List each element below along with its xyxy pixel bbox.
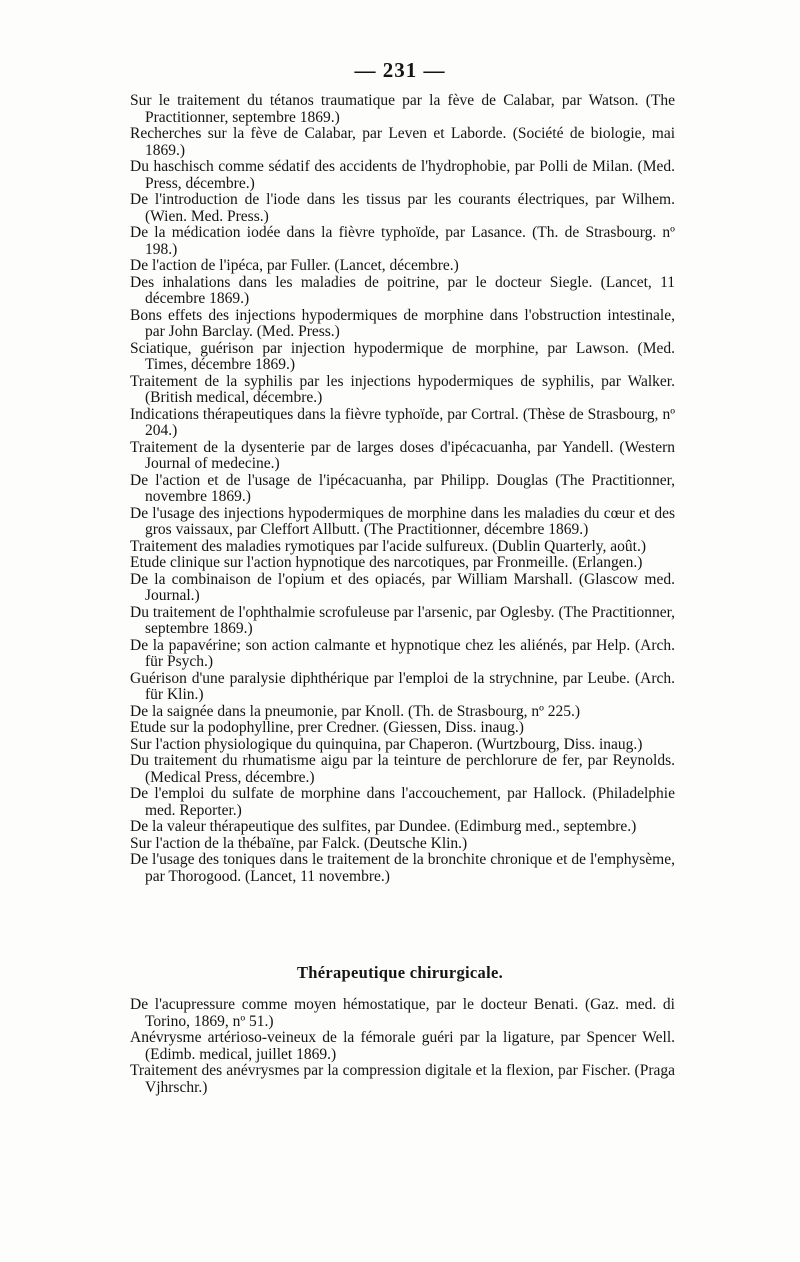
reference-entry: De la médication iodée dans la fièvre typhoïde, par Lasance. (Th. de Strasbourg. nº 198.) [130, 224, 675, 258]
section-heading: Thérapeutique chirurgicale. [296, 963, 504, 982]
reference-entry: De l'introduction de l'iode dans les tissus par les courants électriques, par Wilhem. (Wien. Med. Press.) [130, 191, 675, 225]
reference-entry: De la combinaison de l'opium et des opiacés, par William Marshall. (Glascow med. Journal.) [130, 570, 675, 604]
reference-entry: Traitement de la dysenterie par de larges doses d'ipécacuanha, par Yandell. (Western Journal of medecine.) [130, 438, 675, 472]
reference-entry: Traitement de la syphilis par les injections hypodermiques de syphilis, par Walker. (British medical, décembre.) [130, 372, 675, 406]
reference-entry: De la saignée dans la pneumonie, par Knoll. (Th. de Strasbourg, nº 225.) [130, 702, 581, 720]
reference-entry: Sur l'action de la thébaïne, par Falck. (Deutsche Klin.) [130, 834, 468, 852]
reference-entry: Traitement des anévrysmes par la compression digitale et la flexion, par Fischer. (Praga Vjhrschr.) [130, 1062, 675, 1096]
reference-entry: Traitement des maladies rymotiques par l'acide sulfureux. (Dublin Quarterly, août.) [130, 537, 647, 555]
reference-entry: Des inhalations dans les maladies de poitrine, par le docteur Siegle. (Lancet, 11 décembre 1869.) [130, 273, 675, 307]
reference-entry: De l'acupressure comme moyen hémostatique, par le docteur Benati. (Gaz. med. di Torino, 1869, nº 51.) [130, 996, 675, 1030]
reference-entry: Bons effets des injections hypodermiques de morphine dans l'obstruction intestinale, par John Barclay. (Med. Press.) [130, 306, 675, 340]
reference-entry: De l'usage des injections hypodermiques de morphine dans les maladies du cœur et des gros vaissaux, par Cleffort Allbutt. (The Practitionner, décembre 1869.) [130, 504, 675, 538]
reference-entry: De la papavérine; son action calmante et hypnotique chez les aliénés, par Help. (Arch. für Psych.) [130, 636, 675, 670]
reference-entry: Indications thérapeutiques dans la fièvre typhoïde, par Cortral. (Thèse de Strasbourg, nº 204.) [130, 405, 675, 439]
reference-entry: De la valeur thérapeutique des sulfites, par Dundee. (Edimburg med., septembre.) [130, 818, 637, 835]
reference-entry: De l'action de l'ipéca, par Fuller. (Lancet, décembre.) [130, 257, 459, 274]
reference-entry: Du haschisch comme sédatif des accidents de l'hydrophobie, par Polli de Milan. (Med. Press, décembre.) [130, 158, 675, 192]
reference-entry: Recherches sur la fève de Calabar, par Leven et Laborde. (Société de biologie, mai 1869.) [130, 125, 675, 159]
page-number: — 231 — [354, 58, 446, 82]
surgical-references-list [130, 997, 675, 1096]
medical-references-list [130, 93, 675, 885]
reference-entry: De l'action et de l'usage de l'ipécacuanha, par Philipp. Douglas (The Practitionner, novembre 1869.) [130, 471, 675, 505]
reference-entry: Guérison d'une paralysie diphthérique par l'emploi de la strychnine, par Leube. (Arch. für Klin.) [130, 669, 675, 703]
reference-entry: Etude clinique sur l'action hypnotique des narcotiques, par Fronmeille. (Erlangen.) [130, 554, 643, 571]
reference-entry: Sur l'action physiologique du quinquina, par Chaperon. (Wurtzbourg, Diss. inaug.) [130, 735, 643, 753]
reference-entry: Sur le traitement du tétanos traumatique par la fève de Calabar, par Watson. (The Practitionner, septembre 1869.) [130, 92, 675, 126]
reference-entry: Du traitement de l'ophthalmie scrofuleuse par l'arsenic, par Oglesby. (The Practitionner, septembre 1869.) [130, 603, 675, 637]
reference-entry: Sciatique, guérison par injection hypodermique de morphine, par Lawson. (Med. Times, décembre 1869.) [130, 339, 675, 373]
reference-entry: De l'usage des toniques dans le traitement de la bronchite chronique et de l'emphysème, par Thorogood. (Lancet, 11 novembre.) [130, 851, 675, 885]
reference-entry: Anévrysme artérioso-veineux de la fémorale guéri par la ligature, par Spencer Well. (Edimb. medical, juillet 1869.) [130, 1029, 675, 1063]
reference-entry: De l'emploi du sulfate de morphine dans l'accouchement, par Hallock. (Philadelphie med. Reporter.) [130, 785, 675, 819]
reference-entry: Etude sur la podophylline, prer Credner. (Giessen, Diss. inaug.) [130, 719, 524, 736]
reference-entry: Du traitement du rhumatisme aigu par la teinture de perchlorure de fer, par Reynolds. (Medical Press, décembre.) [130, 752, 675, 786]
